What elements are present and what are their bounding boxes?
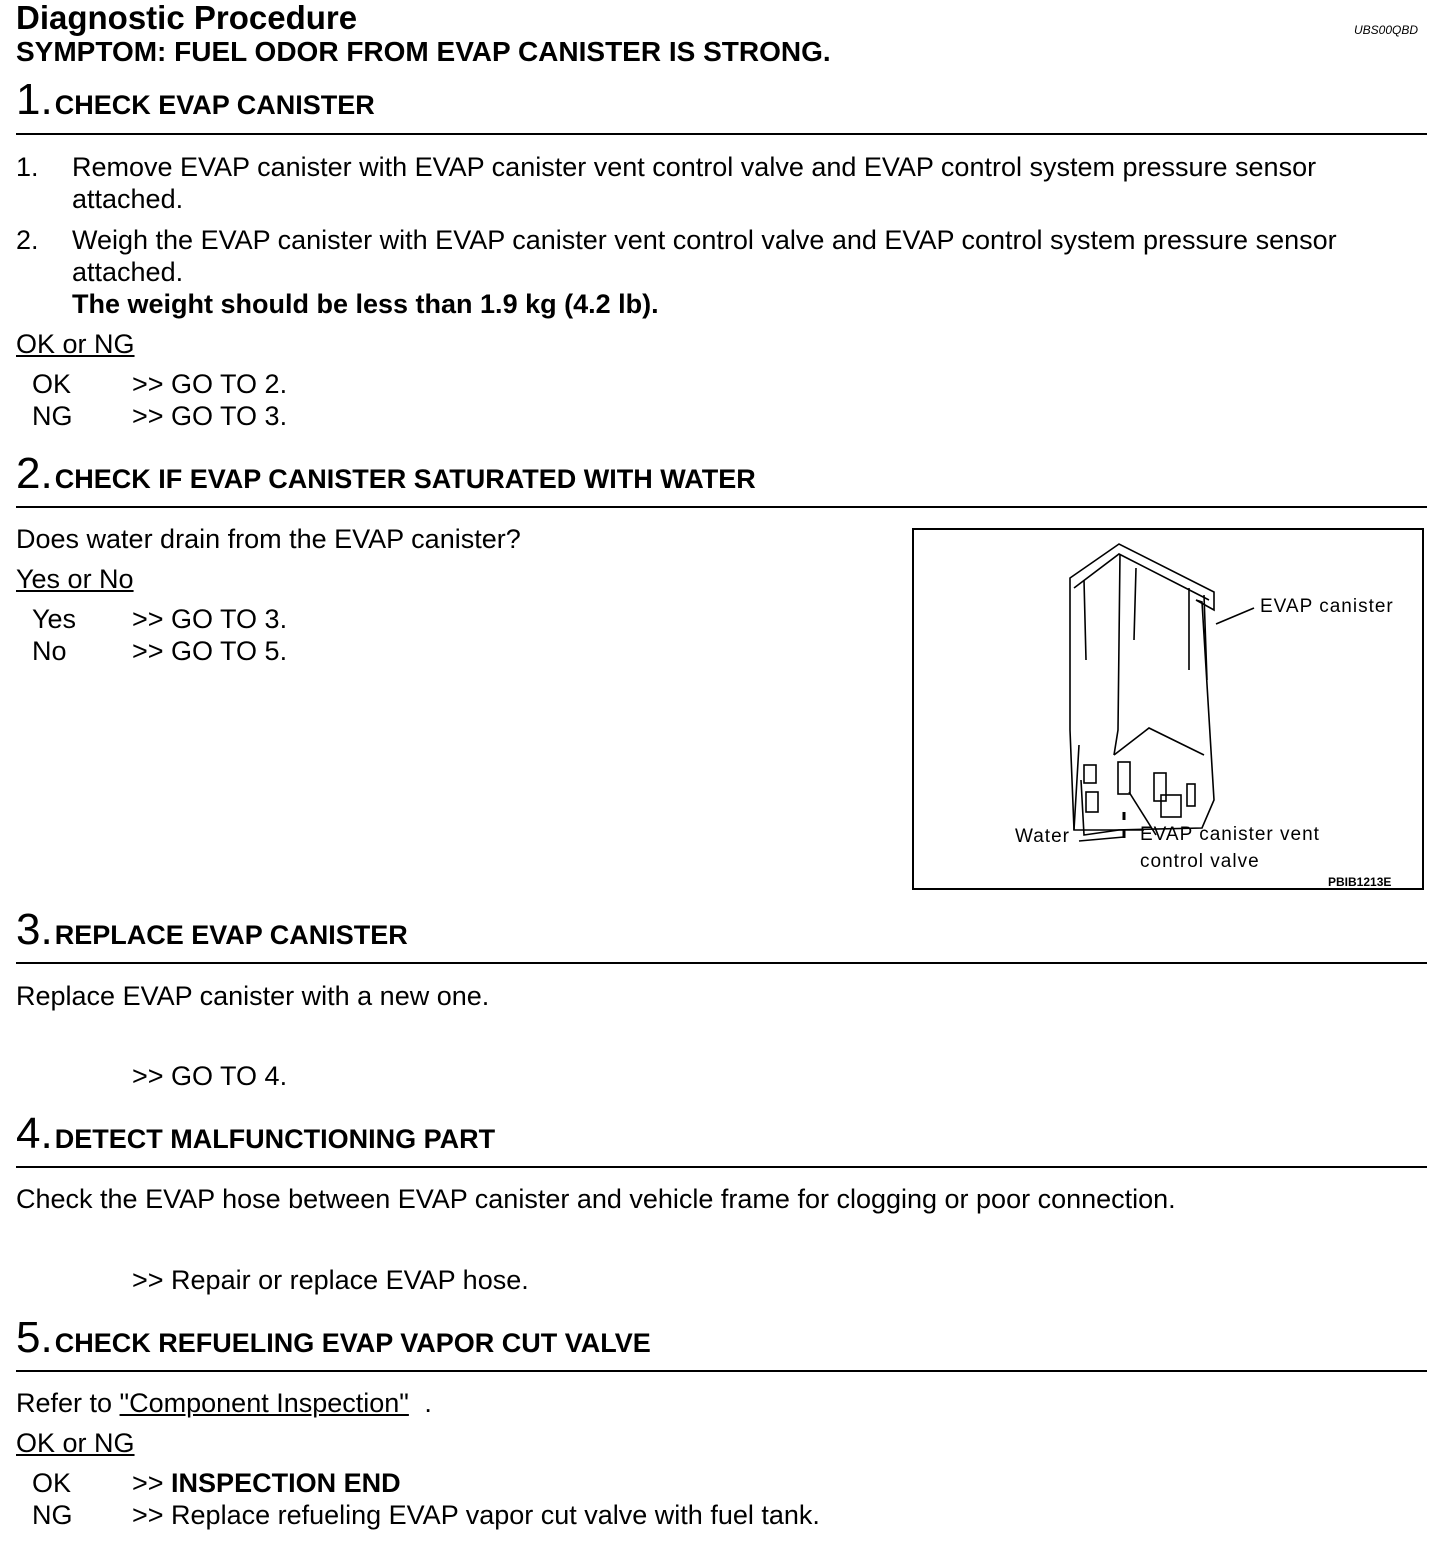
step-4-heading bbox=[16, 1109, 496, 1158]
step-title: CHECK IF EVAP CANISTER SATURATED WITH WATER bbox=[54, 464, 756, 494]
result-label: OK or NG bbox=[16, 329, 135, 359]
step-title: CHECK REFUELING EVAP VAPOR CUT VALVE bbox=[54, 1328, 651, 1358]
step-number: 5. bbox=[16, 1313, 53, 1362]
divider bbox=[16, 1166, 1427, 1168]
component-inspection-link[interactable]: "Component Inspection" bbox=[119, 1388, 409, 1418]
step-5-heading bbox=[16, 1313, 651, 1362]
result-key: OK bbox=[32, 1468, 72, 1498]
refer-suffix: . bbox=[416, 1388, 432, 1418]
label-vent-control-valve: EVAP canister vent bbox=[1140, 824, 1320, 845]
label-water: Water bbox=[1015, 826, 1070, 847]
divider bbox=[16, 1370, 1427, 1372]
symptom-heading: SYMPTOM: FUEL ODOR FROM EVAP CANISTER IS STRONG. bbox=[16, 36, 831, 67]
result-key: NG bbox=[32, 401, 73, 431]
result-key: OK bbox=[32, 369, 72, 399]
refer-prefix: Refer to bbox=[16, 1388, 120, 1418]
refer-text bbox=[16, 1387, 432, 1419]
question-text: Does water drain from the EVAP canister? bbox=[16, 524, 521, 554]
divider bbox=[16, 506, 1427, 508]
step-number: 4. bbox=[16, 1109, 53, 1158]
result-row bbox=[32, 603, 287, 635]
list-item-text: Remove EVAP canister with EVAP canister vent control valve and EVAP control system pressure sensor bbox=[72, 152, 1317, 182]
figure-code: PBIB1213E bbox=[1328, 875, 1392, 889]
step-title: DETECT MALFUNCTIONING PART bbox=[54, 1124, 496, 1154]
step-number: 2. bbox=[16, 449, 53, 498]
step-3-heading bbox=[16, 905, 408, 954]
next-action: >> GO TO 4. bbox=[132, 1061, 288, 1091]
result-action: >> bbox=[132, 1468, 172, 1498]
result-row bbox=[32, 635, 287, 667]
step-2-heading bbox=[16, 449, 756, 498]
list-number: 2. bbox=[16, 225, 39, 255]
list-number: 1. bbox=[16, 152, 39, 182]
result-row bbox=[32, 1467, 401, 1499]
list-item-text: attached. bbox=[72, 184, 184, 214]
page-title: Diagnostic Procedure bbox=[16, 0, 358, 36]
result-action: >> GO TO 2. bbox=[132, 369, 288, 399]
step-title: CHECK EVAP CANISTER bbox=[54, 90, 375, 120]
label-evap-canister: EVAP canister bbox=[1260, 596, 1394, 617]
result-row bbox=[32, 368, 287, 400]
result-row bbox=[32, 1499, 820, 1531]
evap-canister-figure bbox=[912, 528, 1424, 890]
step-title: REPLACE EVAP CANISTER bbox=[54, 920, 408, 950]
result-action: >> GO TO 5. bbox=[132, 636, 288, 666]
result-action: >> GO TO 3. bbox=[132, 604, 288, 634]
step-number: 3. bbox=[16, 905, 53, 954]
result-key: No bbox=[32, 636, 67, 666]
inspection-end: INSPECTION END bbox=[171, 1468, 401, 1498]
label-vent-control-valve: control valve bbox=[1140, 851, 1260, 872]
specification: The weight should be less than 1.9 kg (4.2 lb). bbox=[72, 289, 659, 319]
result-label: OK or NG bbox=[16, 1428, 135, 1458]
step-number: 1. bbox=[16, 75, 53, 124]
result-key: Yes bbox=[32, 604, 77, 634]
step-1-heading bbox=[16, 75, 375, 124]
result-key: NG bbox=[32, 1500, 73, 1530]
result-action: >> GO TO 3. bbox=[132, 401, 288, 431]
list-item-text: Weigh the EVAP canister with EVAP canister vent control valve and EVAP control system pressure sensor bbox=[72, 225, 1337, 255]
instruction-text: Replace EVAP canister with a new one. bbox=[16, 981, 490, 1011]
instruction-text: Check the EVAP hose between EVAP canister and vehicle frame for clogging or poor connection. bbox=[16, 1184, 1176, 1214]
list-item-text: attached. bbox=[72, 257, 184, 287]
result-label: Yes or No bbox=[16, 564, 134, 594]
divider bbox=[16, 133, 1427, 135]
document-code: UBS00QBD bbox=[1354, 23, 1419, 37]
divider bbox=[16, 962, 1427, 964]
next-action: >> Repair or replace EVAP hose. bbox=[132, 1265, 529, 1295]
result-action: >> Replace refueling EVAP vapor cut valve with fuel tank. bbox=[132, 1500, 820, 1530]
result-row bbox=[32, 400, 287, 432]
